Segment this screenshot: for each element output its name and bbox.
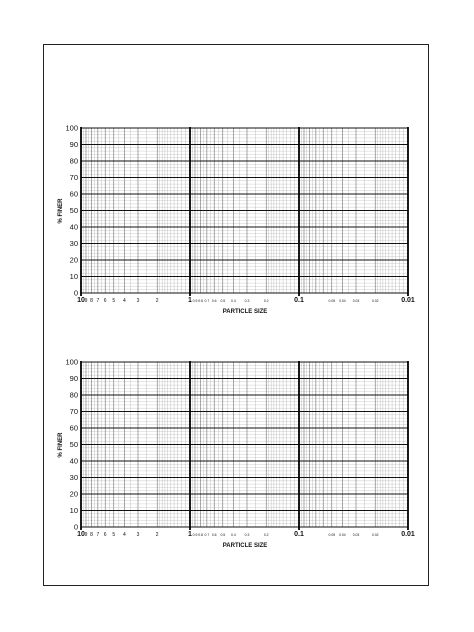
x-minor-tick-label: 0.03 xyxy=(352,299,360,303)
x-minor-tick-label: 0.4 xyxy=(231,299,236,303)
y-tick-label: 20 xyxy=(69,489,78,499)
y-tick-label: 60 xyxy=(69,189,78,199)
x-minor-tick-label: 2 xyxy=(155,532,159,538)
x-minor-tick-label: 5 xyxy=(112,298,116,304)
y-tick-label: 90 xyxy=(69,374,78,384)
x-major-tick-label: 10 xyxy=(77,297,85,304)
x-minor-tick-label: 2 xyxy=(155,298,159,304)
x-axis-label: PARTICLE SIZE xyxy=(222,543,268,549)
x-minor-tick-label: 0.02 xyxy=(371,533,379,537)
y-tick-label: 30 xyxy=(69,473,78,483)
x-minor-tick-label: 0.3 xyxy=(244,299,250,303)
x-minor-tick-label: 0.7 xyxy=(204,299,210,303)
y-axis-label: % FINER xyxy=(58,198,64,224)
major-grid xyxy=(81,127,408,296)
x-minor-tick-label: 8 xyxy=(90,532,93,538)
y-tick-label: 50 xyxy=(69,206,78,216)
x-minor-tick-label: 0.05 xyxy=(328,533,336,537)
x-minor-tick-label: 0.03 xyxy=(352,533,360,537)
x-minor-tick-label: 0.5 xyxy=(220,533,226,537)
x-minor-tick-label: 8 xyxy=(90,298,93,304)
y-tick-label: 10 xyxy=(69,506,78,516)
y-tick-label: 40 xyxy=(69,222,78,232)
x-minor-tick-label: 6 xyxy=(103,532,107,538)
x-major-tick-label: 0.1 xyxy=(294,297,304,304)
x-minor-tick-label: 0.5 xyxy=(220,299,226,303)
x-minor-tick-label: 0.05 xyxy=(328,299,336,303)
x-minor-tick-label: 0.8 xyxy=(198,299,203,303)
y-tick-label: 30 xyxy=(69,239,78,249)
y-tick-label: 90 xyxy=(69,140,78,150)
x-minor-tick-label: 6 xyxy=(103,298,107,304)
x-minor-tick-label: 0.2 xyxy=(263,299,269,303)
x-minor-tick-label: 0.04 xyxy=(339,299,346,303)
x-major-tick-label: 1 xyxy=(188,297,192,304)
y-tick-label: 80 xyxy=(69,156,78,166)
x-minor-tick-label: 0.6 xyxy=(211,299,217,303)
y-tick-label: 100 xyxy=(65,357,78,367)
x-minor-tick-label: 0.7 xyxy=(204,533,210,537)
y-tick-labels xyxy=(65,358,78,532)
x-major-tick-label: 10 xyxy=(77,531,85,538)
x-minor-tick-label: 0.9 xyxy=(192,533,198,537)
y-tick-label: 60 xyxy=(69,423,78,433)
x-minor-tick-label: 5 xyxy=(112,532,116,538)
y-tick-label: 70 xyxy=(69,173,78,183)
y-tick-labels xyxy=(65,124,78,298)
x-tick-labels xyxy=(77,297,415,304)
x-minor-tick-label: 0.8 xyxy=(198,533,203,537)
x-major-tick-label: 0.1 xyxy=(294,531,304,538)
x-major-tick-label: 1 xyxy=(188,531,192,538)
grain-size-chart-top xyxy=(0,110,474,340)
x-minor-tick-label: 4 xyxy=(122,298,126,304)
x-minor-tick-label: 9 xyxy=(84,298,88,304)
y-axis-label: % FINER xyxy=(58,432,64,458)
y-tick-label: 10 xyxy=(69,272,78,282)
x-major-tick-label: 0.01 xyxy=(401,531,415,538)
x-minor-tick-label: 0.4 xyxy=(231,533,236,537)
y-tick-label: 50 xyxy=(69,440,78,450)
x-minor-tick-label: 3 xyxy=(136,532,140,538)
y-tick-label: 100 xyxy=(65,123,78,133)
x-minor-tick-label: 0.2 xyxy=(263,533,269,537)
major-grid xyxy=(81,361,408,530)
x-axis-label: PARTICLE SIZE xyxy=(222,309,268,315)
grain-size-chart-bottom xyxy=(0,344,474,574)
y-tick-label: 80 xyxy=(69,390,78,400)
x-minor-tick-label: 0.04 xyxy=(339,533,346,537)
x-minor-tick-label: 0.6 xyxy=(211,533,217,537)
y-tick-label: 0 xyxy=(73,522,78,532)
x-major-tick-label: 0.01 xyxy=(401,297,415,304)
x-minor-tick-label: 0.02 xyxy=(371,299,379,303)
x-minor-tick-label: 9 xyxy=(84,532,88,538)
y-tick-label: 20 xyxy=(69,255,78,265)
x-tick-labels xyxy=(77,531,415,538)
x-minor-tick-label: 7 xyxy=(96,298,100,304)
x-minor-tick-label: 3 xyxy=(136,298,140,304)
x-minor-tick-label: 7 xyxy=(96,532,100,538)
y-tick-label: 40 xyxy=(69,456,78,466)
x-minor-tick-label: 4 xyxy=(122,532,126,538)
x-minor-tick-label: 0.3 xyxy=(244,533,250,537)
y-tick-label: 70 xyxy=(69,407,78,417)
x-minor-tick-label: 0.9 xyxy=(192,299,198,303)
y-tick-label: 0 xyxy=(73,288,78,298)
